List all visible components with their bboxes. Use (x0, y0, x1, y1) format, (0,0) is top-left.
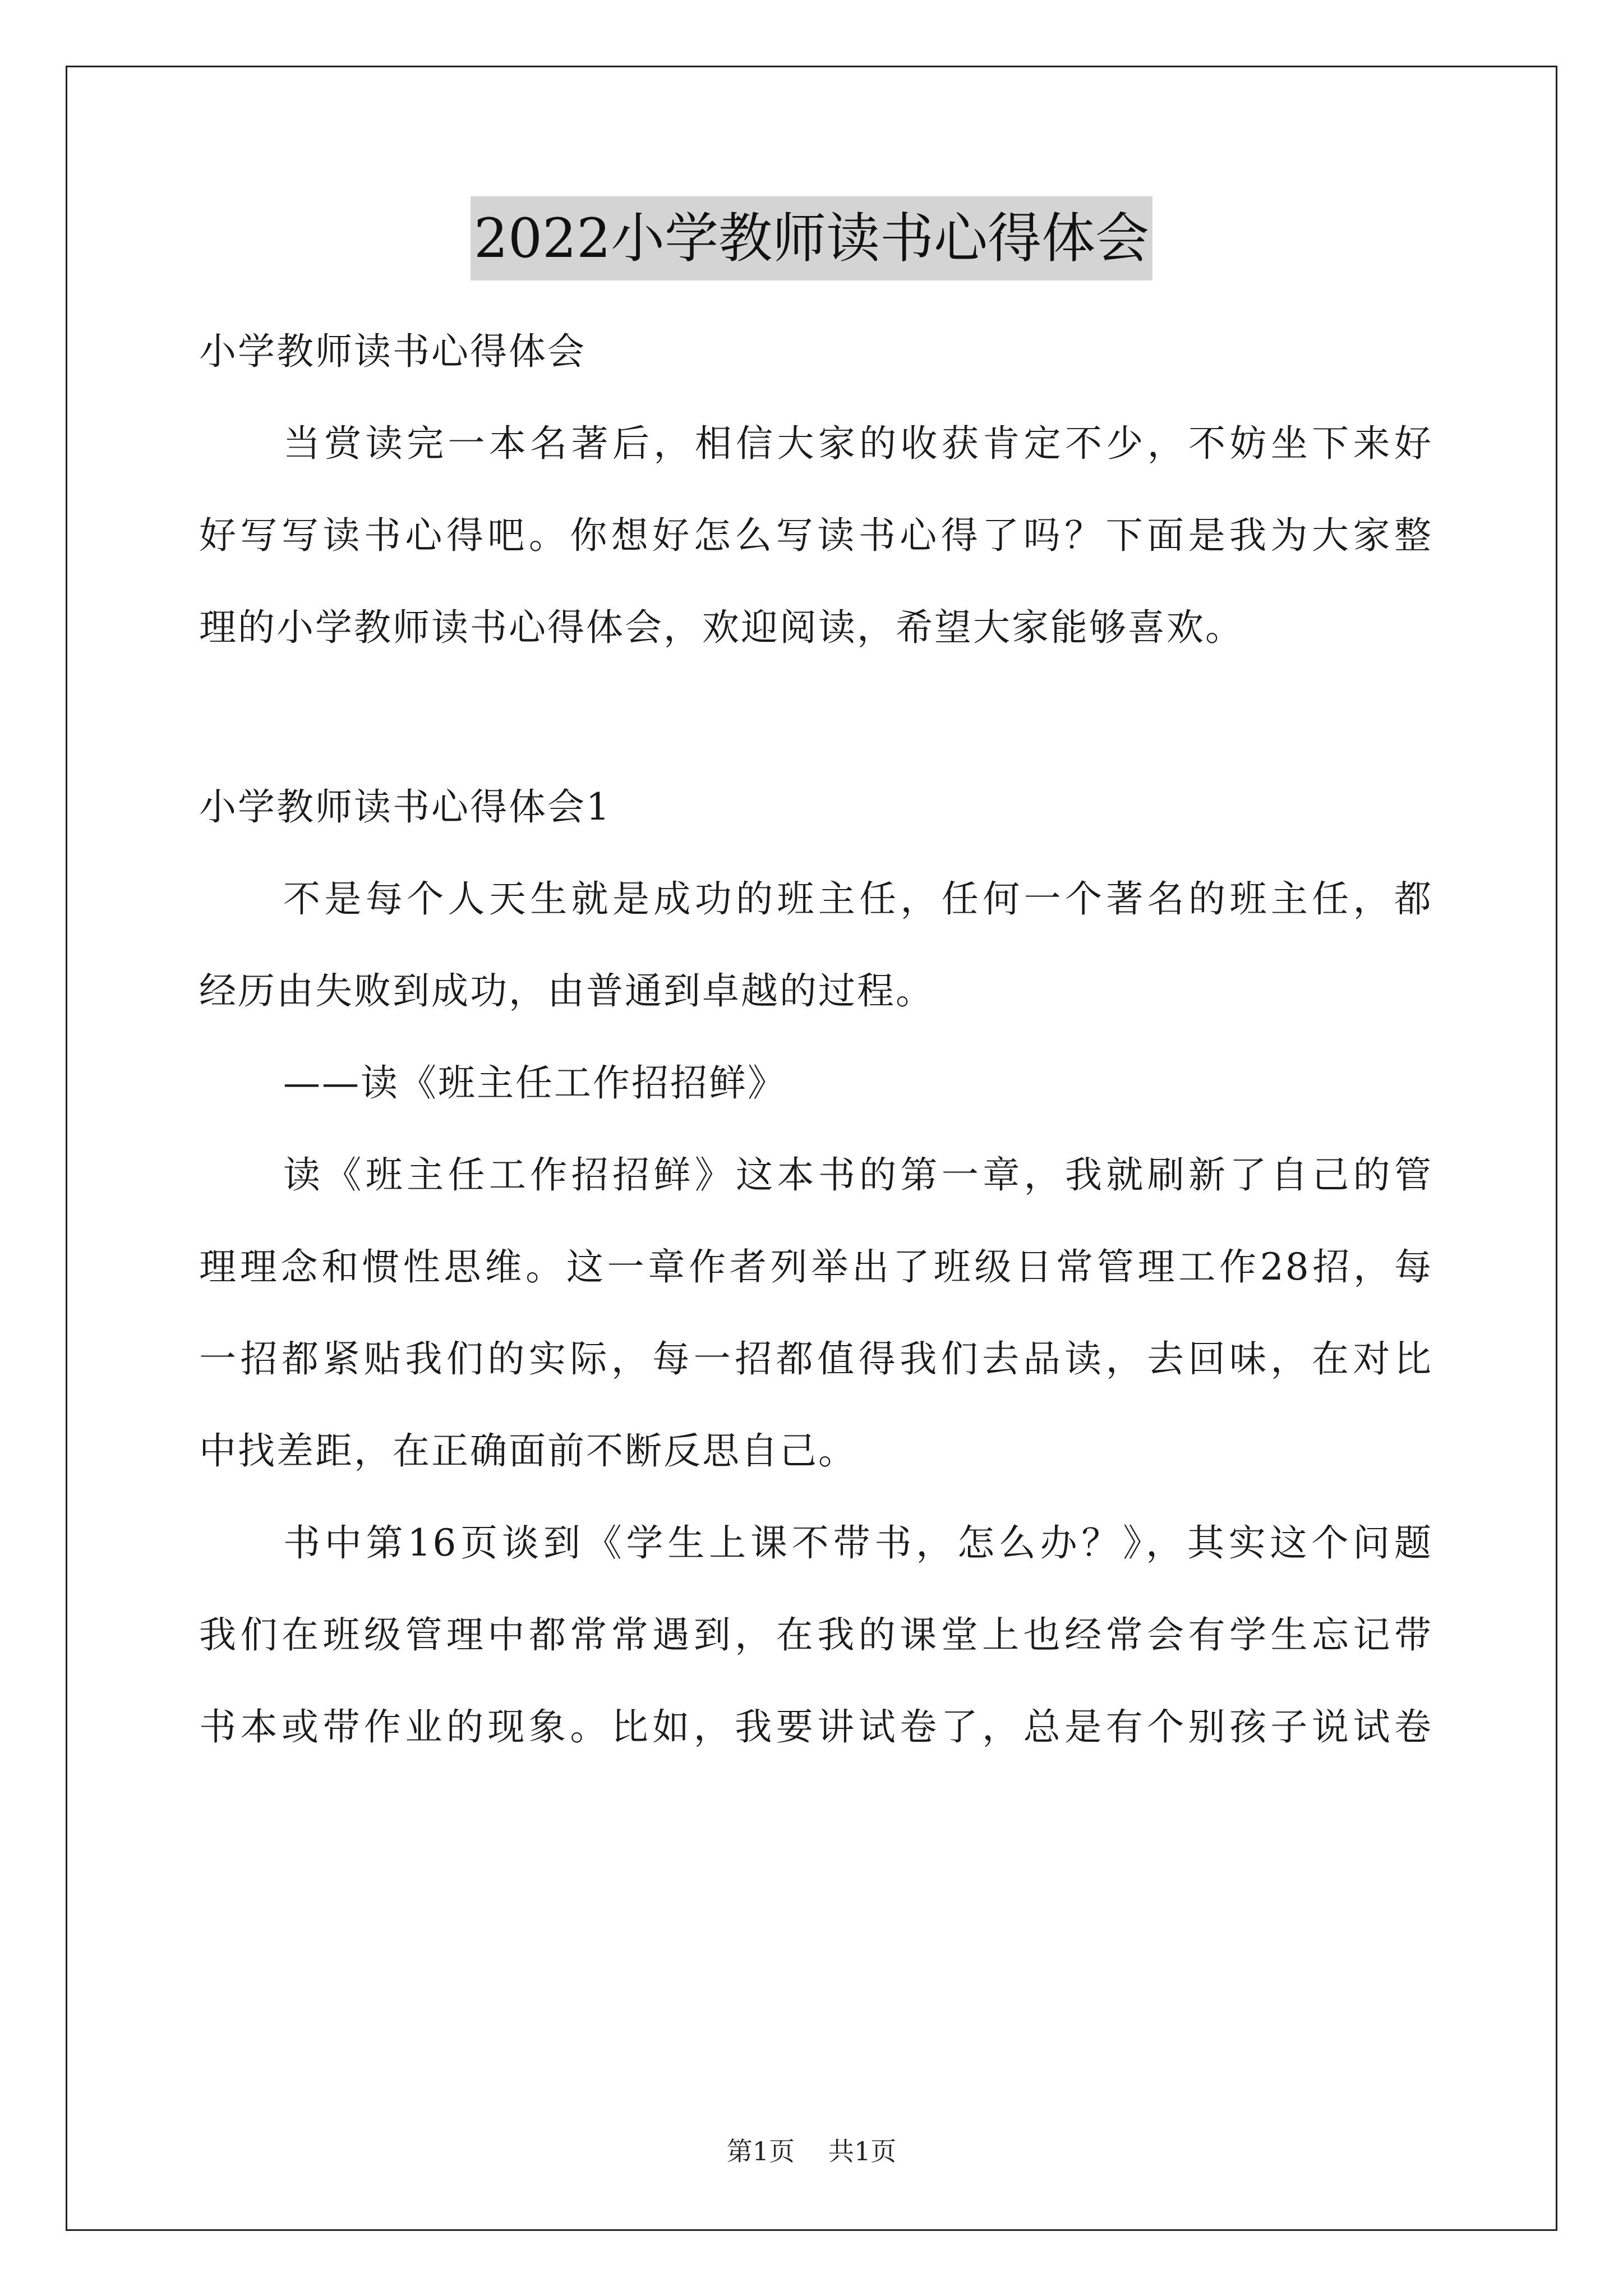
intro-line-1: 当赏读完一本名著后，相信大家的收获肯定不少，不妨坐下来好 (283, 422, 1433, 465)
intro-line-2: 好写写读书心得吧。你想好怎么写读书心得了吗？下面是我为大家整 (199, 514, 1433, 557)
para3-line-2: 我们在班级管理中都常常遇到，在我的课堂上也经常会有学生忘记带 (199, 1613, 1433, 1657)
para1-line-1: 不是每个人天生就是成功的班主任，任何一个著名的班主任，都 (283, 877, 1433, 921)
para2-line-1: 读《班主任工作招招鲜》这本书的第一章，我就刷新了自己的管 (283, 1153, 1433, 1197)
document-title: 2022小学教师读书心得体会 (471, 196, 1152, 280)
title-container (0, 196, 1623, 280)
para1-line-2: 经历由失败到成功，由普通到卓越的过程。 (199, 969, 934, 1013)
section-heading: 小学教师读书心得体会1 (199, 785, 611, 829)
paragraph-gap (199, 674, 1433, 761)
para2-line-3: 一招都紧贴我们的实际，每一招都值得我们去品读，去回味，在对比 (199, 1337, 1433, 1381)
para2-line-2: 理理念和惯性思维。这一章作者列举出了班级日常管理工作28招，每 (199, 1245, 1433, 1289)
quote-line: ——读《班主任工作招招鲜》 (283, 1061, 786, 1105)
page-number: 第1页 (726, 2136, 795, 2166)
para3-line-3: 书本或带作业的现象。比如，我要讲试卷了，总是有个别孩子说试卷 (199, 1705, 1433, 1749)
subtitle: 小学教师读书心得体会 (199, 330, 586, 373)
para2-line-4: 中找差距，在正确面前不断反思自己。 (199, 1429, 857, 1473)
page-footer (0, 2134, 1623, 2168)
page-total: 共1页 (828, 2136, 897, 2166)
document-body (199, 306, 1433, 1773)
para3-line-1: 书中第16页谈到《学生上课不带书，怎么办？》，其实这个问题 (283, 1521, 1433, 1565)
intro-line-3: 理的小学教师读书心得体会，欢迎阅读，希望大家能够喜欢。 (199, 606, 1244, 649)
